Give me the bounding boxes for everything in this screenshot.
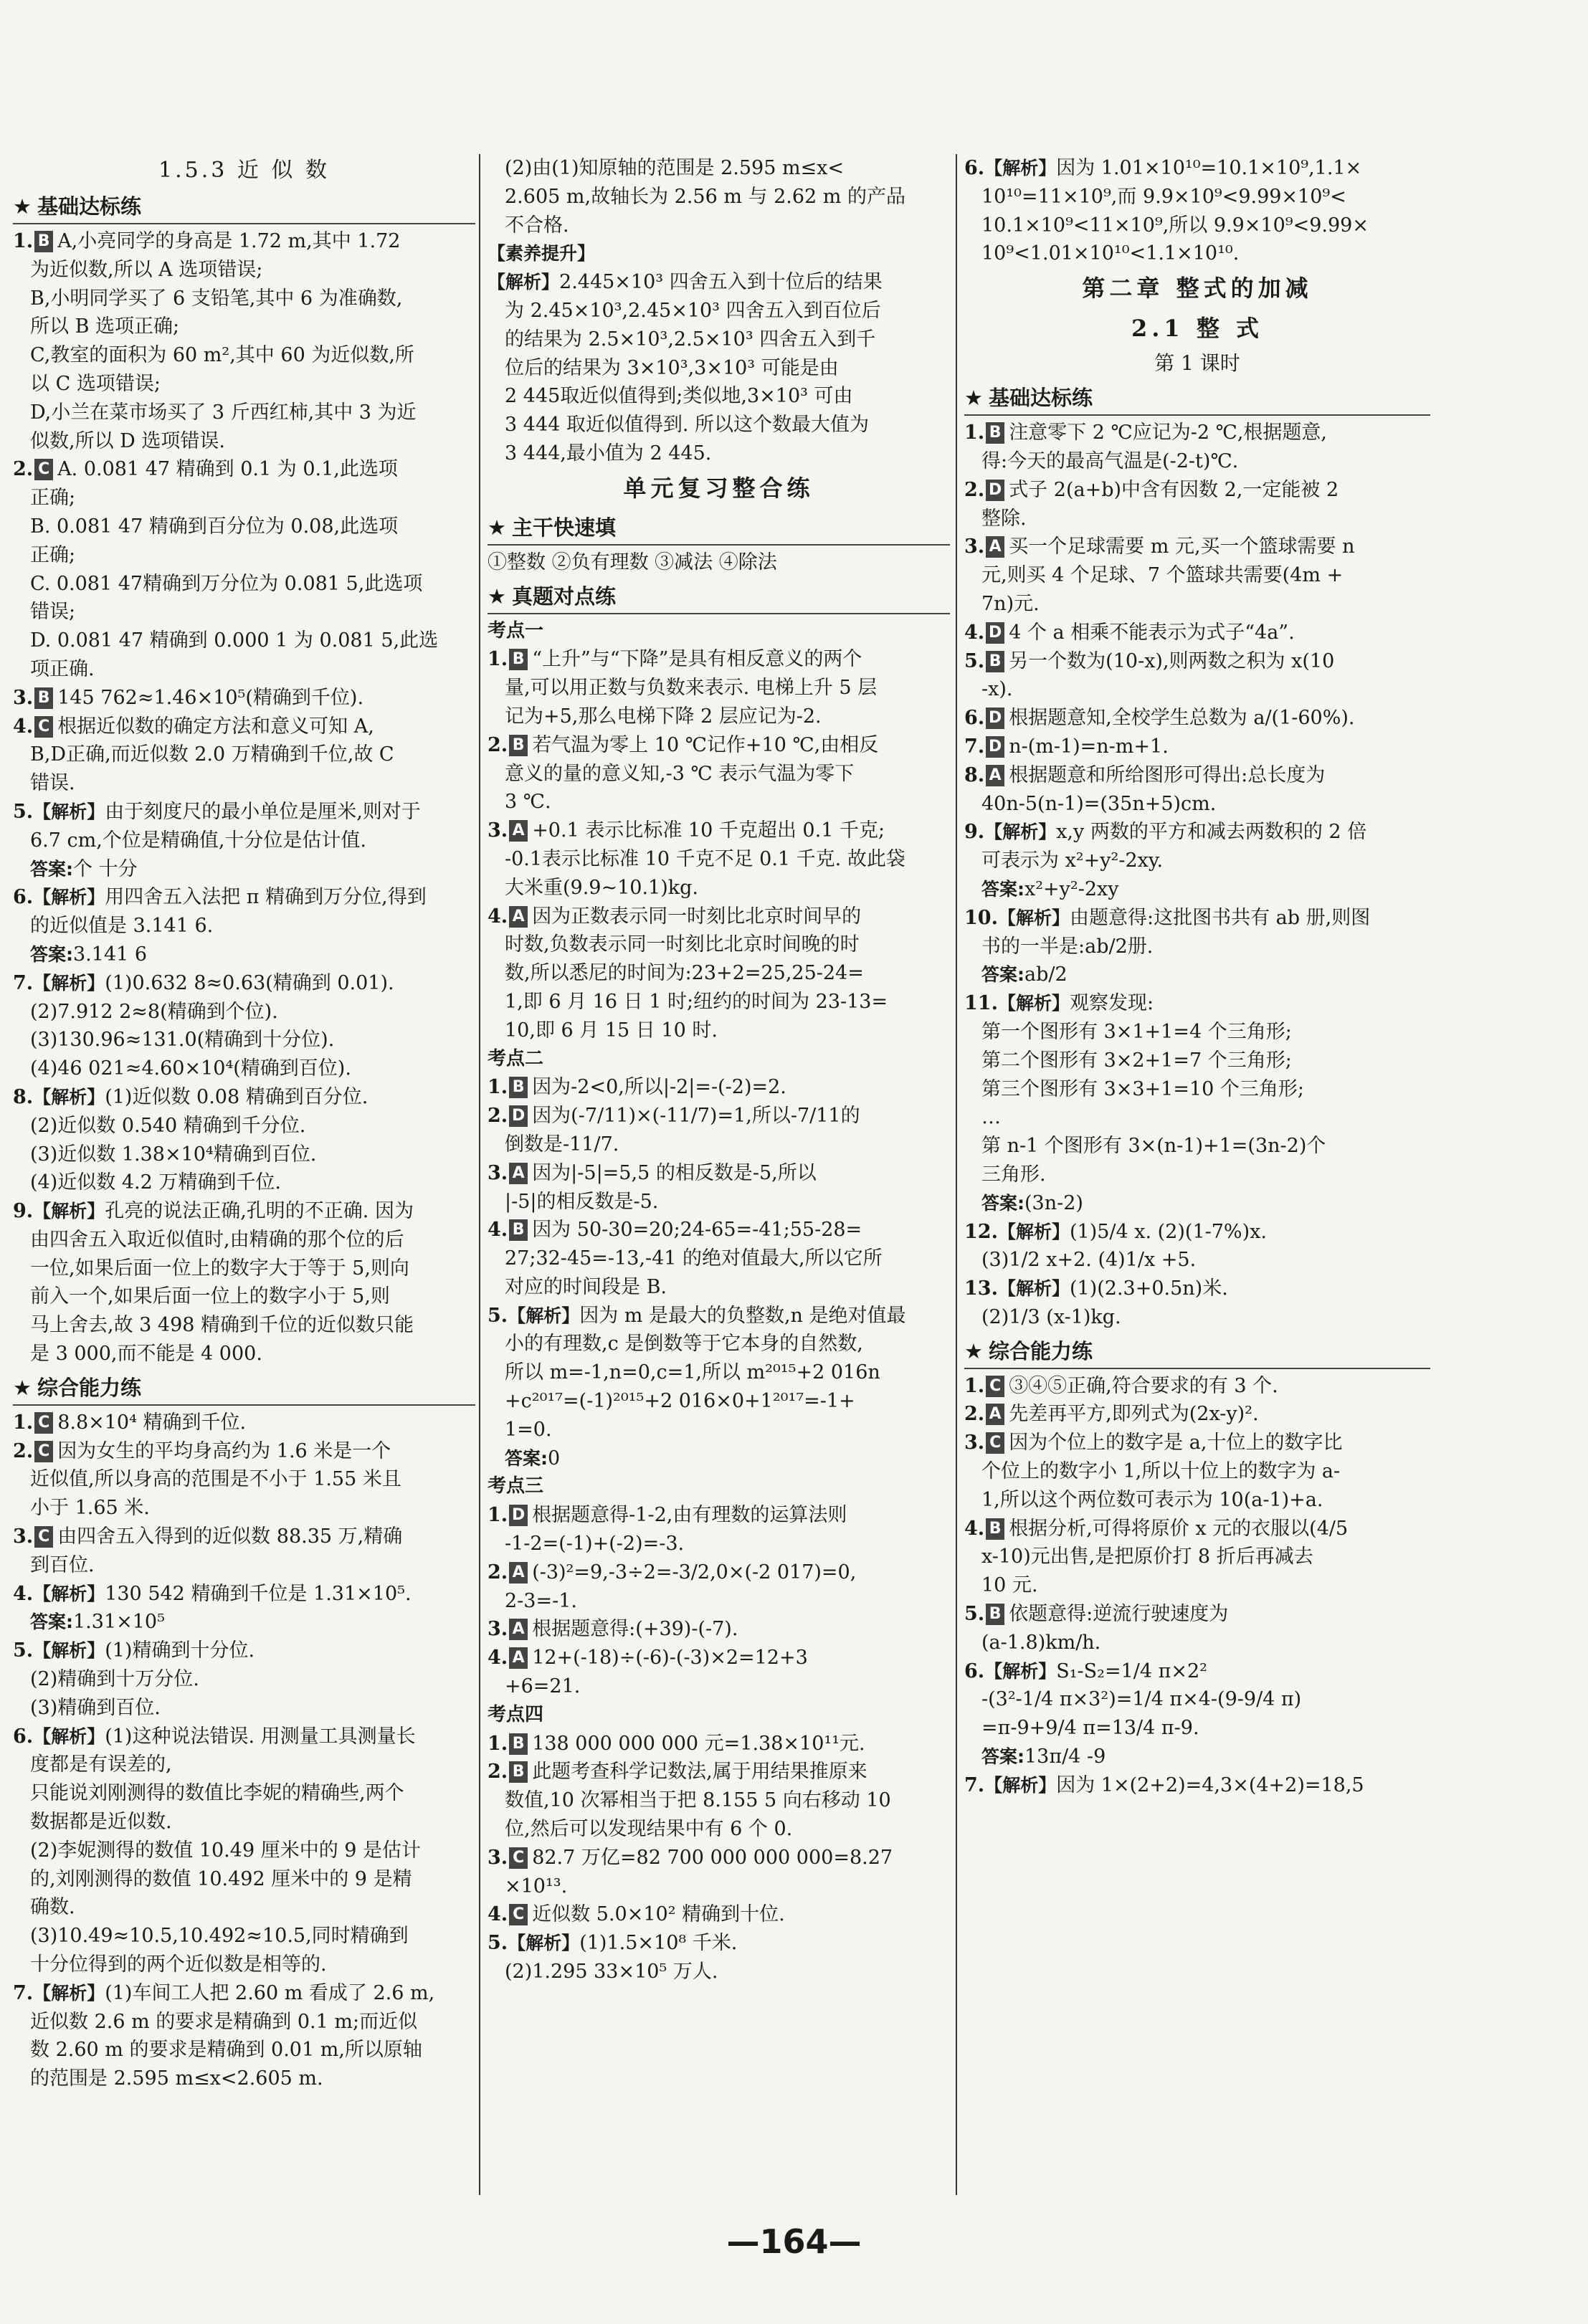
b-4: 4. D 4 个 a 相乘不能表示为式子“4a”. [964, 621, 1295, 644]
answer-badge: B [509, 1733, 528, 1755]
k3-4: 4. A 12+(-18)÷(-6)-(-3)×2=12+3 +6=21. [488, 1647, 808, 1698]
answer-badge: C [34, 716, 53, 738]
chapter-title: 第二章 整式的加减 [1082, 275, 1313, 303]
star-icon: ★ [964, 1338, 983, 1363]
answer-badge: C [34, 1526, 53, 1548]
answer-badge: B [34, 231, 53, 252]
question-c4: 4.【解析】130 542 精确到千位是 1.31×10⁵. 答案:1.31×10⁵ [13, 1582, 412, 1634]
kaodian-4: 考点四 [488, 1703, 544, 1725]
answer-badge: C [986, 1376, 1004, 1397]
kaodian-1: 考点一 [488, 619, 544, 642]
answer-badge: B [509, 1761, 528, 1783]
star-icon: ★ [964, 386, 983, 411]
b-3: 3. A 买一个足球需要 m 元,买一个篮球需要 n 元,则买 4 个足球、7 个篮球共需要(4m + 7n)元. [964, 535, 1355, 615]
answer-badge: D [509, 1505, 528, 1526]
b-13: 13.【解析】(1)(2.3+0.5n)米. (2)1/3 (x-1)kg. [964, 1277, 1228, 1328]
answer-badge: B [986, 651, 1004, 672]
k3-3: 3. A 根据题意得:(+39)-(-7). [488, 1618, 738, 1641]
answer-badge: A [509, 820, 528, 842]
answer-badge: D [509, 1105, 528, 1127]
answer-badge: B [34, 687, 53, 709]
section-title: 1.5.3 近 似 数 [158, 158, 330, 183]
column-middle [488, 154, 950, 2202]
b-7: 7. D n-(m-1)=n-m+1. [964, 735, 1169, 758]
k4-5: 5.【解析】(1)1.5×10⁸ 千米. (2)1.295 33×10⁵ 万人. [488, 1932, 738, 1984]
answer-badge: A [986, 536, 1004, 558]
section-heading-trunk: ★ 主干快速填 [488, 511, 950, 546]
answer-badge: B [509, 735, 528, 756]
answer-badge: C [34, 1412, 53, 1434]
z-1: 1. C ③④⑤正确,符合要求的有 3 个. [964, 1374, 1278, 1397]
answer-badge: C [509, 1847, 528, 1869]
k4-3: 3. C 82.7 万亿=82 700 000 000 000=8.27 ×10¹³. [488, 1846, 893, 1897]
answer-badge: B [986, 1604, 1004, 1625]
answer-badge: D [986, 708, 1004, 729]
answer-badge: C [509, 1904, 528, 1925]
section-heading-comprehensive: ★ 综合能力练 [964, 1335, 1430, 1369]
k4-2: 2. B 此题考查科学记数法,属于用结果推原来 数值,10 次幂相当于把 8.155 5 向右移动 10 位,然后可以发现结果中有 6 个 0. [488, 1761, 891, 1841]
z-3: 3. C 因为个位上的数字是 a,十位上的数字比 个位上的数字小 1,所以十位上的数字为 a- 1,所以这个两位数可表示为 10(a-1)+a. [964, 1432, 1343, 1511]
b-10: 10.【解析】由题意得:这批图书共有 ab 册,则图 书的一半是:ab/2册. 答案:ab/2 [964, 906, 1371, 986]
column-left [13, 154, 475, 2202]
question-c7-continued: (2)由(1)知原轴的范围是 2.595 m≤x< 2.605 m,故轴长为 2.56 m 与 2.62 m 的产品 不合格. [505, 157, 905, 237]
answer-badge: A [509, 1619, 528, 1640]
column-right [964, 154, 1430, 2202]
answer-badge: C [34, 459, 53, 480]
answer-badge: B [509, 1219, 528, 1241]
section-heading-basic: ★ 基础达标练 [13, 190, 475, 224]
question-2: 2. C A. 0.081 47 精确到 0.1 为 0.1,此选项 正确; B. 0.081 47 精确到百分位为 0.08,此选项 正确; C. 0.081 47精确到万分位为 0.081 5,此选项 错误; D. 0.081 47 精确到 0.000 1 为 0.081 5,此选 项正确. [13, 458, 439, 680]
answer-badge: B [986, 1518, 1004, 1540]
section-title: 2.1 整 式 [1131, 315, 1263, 343]
k2-1: 1. B 因为-2<0,所以|-2|=-(-2)=2. [488, 1076, 786, 1099]
b-12: 12.【解析】(1)5/4 x. (2)(1-7%)x. (3)1/2 x+2. (4)1/x +5. [964, 1220, 1267, 1272]
k1-4: 4. A 因为正数表示同一时刻比北京时间早的 时数,负数表示同一时刻比北京时间晚的时 数,所以悉尼的时间为:23+2=25,25-24= 1,即 6 月 16 日 1 时;纽约的时间为 23-13= 10,即 6 月 15 日 10 时. [488, 905, 888, 1042]
question-c5: 5.【解析】(1)精确到十分位. (2)精确到十万分位. (3)精确到百位. [13, 1639, 255, 1719]
section-heading-real: ★ 真题对点练 [488, 580, 950, 614]
b-11: 11.【解析】观察发现: 第一个图形有 3×1+1=4 个三角形; 第二个图形有 3×2+1=7 个三角形; 第三个图形有 3×3+1=10 个三角形; … 第 n-1 个图形有 3×(n-1)+1=(3n-2)个 三角形. 答案:(3n-2) [964, 992, 1326, 1214]
answer-badge: A [509, 1163, 528, 1184]
answer-badge: C [34, 1441, 53, 1462]
k2-2: 2. D 因为(-7/11)×(-11/7)=1,所以-7/11的 倒数是-11/7. [488, 1105, 860, 1156]
k3-2: 2. A (-3)²=9,-3÷2=-3/2,0×(-2 017)=0, 2-3=-1. [488, 1561, 857, 1612]
b-6: 6. D 根据题意知,全校学生总数为 a/(1-60%). [964, 707, 1355, 730]
unit-title: 单元复习整合练 [623, 474, 814, 502]
question-c3: 3. C 由四舍五入得到的近似数 88.35 万,精确 到百位. [13, 1525, 403, 1576]
kaodian-2: 考点二 [488, 1047, 544, 1070]
answer-badge: D [986, 736, 1004, 758]
question-5: 5.【解析】由于刻度尺的最小单位是厘米,则对于 6.7 cm,个位是精确值,十分位是估计值. 答案:个 十分 [13, 800, 421, 880]
answer-badge: B [509, 649, 528, 670]
suyang-body: 【解析】2.445×10³ 四舍五入到十位后的结果 为 2.45×10³,2.45×10³ 四舍五入到百位后 的结果为 2.5×10³,2.5×10³ 四舍五入到千 位后的结果为 3×10³,3×10³ 可能是由 2 445取近似值得到;类似地,3×10³ 可由 3 444 取近似值得到. 所以这个数最大值为 3 444,最小值为 2 445. [488, 271, 883, 465]
k3-1: 1. D 根据题意得-1-2,由有理数的运算法则 -1-2=(-1)+(-2)=-3. [488, 1504, 847, 1556]
b-9: 9.【解析】x,y 两数的平方和减去两数积的 2 倍 可表示为 x²+y²-2xy. 答案:x²+y²-2xy [964, 821, 1367, 900]
k1-3: 3. A +0.1 表示比标准 10 千克超出 0.1 千克; -0.1表示比标准 10 千克不足 0.1 千克. 故此袋 大米重(9.9~10.1)kg. [488, 819, 905, 899]
suyang-heading: 【素养提升】 [488, 243, 596, 265]
answer-badge: A [509, 1562, 528, 1584]
star-icon: ★ [13, 1375, 32, 1400]
b-1: 1. B 注意零下 2 ℃应记为-2 ℃,根据题意, 得:今天的最高气温是(-2-t)℃. [964, 422, 1327, 472]
answer-badge: A [509, 1647, 528, 1669]
column-divider [956, 154, 957, 2195]
question-9: 9.【解析】孔亮的说法正确,孔明的不正确. 因为 由四舍五入取近似值时,由精确的那个位的后 一位,如果后面一位上的数字大于等于 5,则向 前入一个,如果后面一位上的数字小于 5,则 马上舍去,故 3 498 精确到千位的近似数只能 是 3 000,而不能是 4 000. [13, 1200, 414, 1366]
k4-4: 4. C 近似数 5.0×10² 精确到十位. [488, 1903, 785, 1926]
answer-badge: B [509, 1077, 528, 1098]
answer-badge: B [986, 422, 1004, 444]
k2-5: 5.【解析】因为 m 是最大的负整数,n 是绝对值最 小的有理数,c 是倒数等于它本身的自然数, 所以 m=-1,n=0,c=1,所以 m²⁰¹⁵+2 016n +c²⁰¹⁷=(-1)²⁰¹⁵+2 016×0+1²⁰¹⁷=-1+ 1=0. 答案:0 [488, 1304, 906, 1470]
page-number: —164— [726, 2222, 862, 2261]
z-6: 6.【解析】S₁-S₂=1/4 π×2² -(3²-1/4 π×3²)=1/4 π×4-(9-9/4 π) =π-9+9/4 π=13/4 π-9. 答案:13π/4 -9 [964, 1659, 1302, 1768]
question-1: 1. B A,小亮同学的身高是 1.72 m,其中 1.72 为近似数,所以 A 选项错误; B,小明同学买了 6 支铅笔,其中 6 为准确数, 所以 B 选项正确; C,教室的面积为 60 m²,其中 60 为近似数,所 以 C 选项错误; D,小兰在菜市场买了 3 斤西红柿,其中 3 为近 似数,所以 D 选项错误. [13, 230, 417, 452]
b-5: 5. B 另一个数为(10-x),则两数之积为 x(10 -x). [964, 649, 1335, 701]
question-7: 7.【解析】(1)0.632 8≈0.63(精确到 0.01). (2)7.912 2≈8(精确到个位). (3)130.96≈131.0(精确到十分位). (4)46 021≈4.60×10⁴(精确到百位). [13, 971, 394, 1080]
z-2: 2. A 先差再平方,即列式为(2x-y)². [964, 1403, 1259, 1426]
answer-badge: D [986, 622, 1004, 644]
question-c1: 1. C 8.8×10⁴ 精确到千位. [13, 1411, 247, 1434]
section-heading-comprehensive: ★ 综合能力练 [13, 1371, 475, 1406]
star-icon: ★ [13, 194, 32, 219]
answer-badge: D [986, 480, 1004, 501]
z-4: 4. B 根据分析,可得将原价 x 元的衣服以(4/5 x-10)元出售,是把原价打 8 折后再减去 10 元. [964, 1517, 1349, 1597]
z-7: 7.【解析】因为 1×(2+2)=4,3×(4+2)=18,5 [964, 1773, 1364, 1796]
question-8: 8.【解析】(1)近似数 0.08 精确到百分位. (2)近似数 0.540 精确到千分位. (3)近似数 1.38×10⁴精确到百位. (4)近似数 4.2 万精确到千位. [13, 1085, 369, 1194]
k4-1: 1. B 138 000 000 000 元=1.38×10¹¹元. [488, 1732, 865, 1755]
column-divider [479, 154, 480, 2195]
answer-badge: C [986, 1432, 1004, 1454]
question-3: 3. B 145 762≈1.46×10⁵(精确到千位). [13, 686, 364, 709]
z-5: 5. B 依题意得:逆流行驶速度为 (a-1.8)km/h. [964, 1603, 1229, 1654]
b-8: 8. A 根据题意和所给图形可得出:总长度为 40n-5(n-1)=(35n+5)cm. [964, 763, 1326, 815]
k2-4: 4. B 因为 50-30=20;24-65=-41;55-28= 27;32-45=-13,-41 的绝对值最大,所以它所 对应的时间段是 B. [488, 1219, 883, 1298]
star-icon: ★ [488, 515, 506, 540]
kaodian-3: 考点三 [488, 1475, 544, 1497]
question-c7: 7.【解析】(1)车间工人把 2.60 m 看成了 2.6 m, 近似数 2.6 m 的要求是精确到 0.1 m;而近似 数 2.60 m 的要求是精确到 0.01 m,所以原轴 的范围是 2.595 m≤x<2.605 m. [13, 1981, 435, 2090]
b-2: 2. D 式子 2(a+b)中含有因数 2,一定能被 2 整除. [964, 478, 1339, 530]
k2-3: 3. A 因为|-5|=5,5 的相反数是-5,所以 |-5|的相反数是-5. [488, 1161, 817, 1213]
star-icon: ★ [488, 584, 506, 609]
k4-6: 6.【解析】因为 1.01×10¹⁰=10.1×10⁹,1.1× 10¹⁰=11×10⁹,而 9.9×10⁹<9.99×10⁹< 10.1×10⁹<11×10⁹,所以 9.9×10⁹<9.99× 10⁹<1.01×10¹⁰<1.1×10¹⁰. [964, 157, 1369, 265]
question-6: 6.【解析】用四舍五入法把 π 精确到万分位,得到 的近似值是 3.141 6. 答案:3.141 6 [13, 886, 427, 966]
question-4: 4. C 根据近似数的确定方法和意义可知 A, B,D正确,而近似数 2.0 万精确到千位,故 C 错误. [13, 715, 394, 795]
trunk-items: ①整数 ②负有理数 ③减法 ④除法 [488, 551, 777, 573]
lesson-title: 第 1 课时 [1154, 351, 1240, 376]
section-heading-basic: ★ 基础达标练 [964, 381, 1430, 416]
k1-2: 2. B 若气温为零上 10 ℃记作+10 ℃,由相反 意义的量的意义知,-3 ℃ 表示气温为零下 3 ℃. [488, 733, 879, 814]
answer-badge: A [509, 906, 528, 928]
question-c2: 2. C 因为女生的平均身高约为 1.6 米是一个 近似值,所以身高的范围是不小于 1.55 米且 小于 1.65 米. [13, 1439, 401, 1520]
answer-badge: A [986, 1404, 1004, 1425]
k1-1: 1. B “上升”与“下降”是具有相反意义的两个 量,可以用正数与负数来表示. 电梯上升 5 层 记为+5,那么电梯下降 2 层应记为-2. [488, 648, 878, 728]
question-c6: 6.【解析】(1)这种说法错误. 用测量工具测量长 度都是有误差的, 只能说刘刚测得的数值比李妮的精确些,两个 数据都是近似数. (2)李妮测得的数值 10.49 厘米中的 9 是估计 的,刘刚测得的数值 10.492 厘米中的 9 是精 确数. (3)10.49≈10.5,10.492≈10.5,同时精确到 十分位得到的两个近似数是相等的. [13, 1725, 422, 1976]
answer-badge: A [986, 765, 1004, 786]
